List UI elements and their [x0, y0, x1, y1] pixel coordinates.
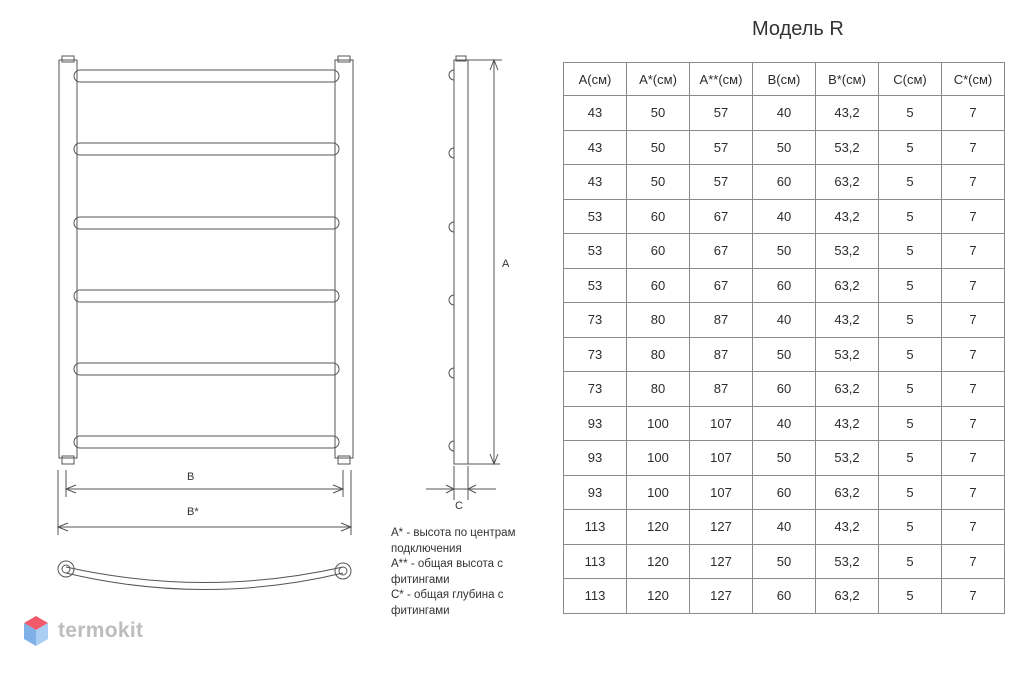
column-header: А**(см) [690, 63, 753, 96]
table-cell: 7 [942, 544, 1005, 579]
top-view-fitting [58, 561, 74, 577]
table-cell: 40 [753, 303, 816, 338]
table-cell: 113 [564, 579, 627, 614]
table-cell: 113 [564, 510, 627, 545]
table-cell: 5 [879, 544, 942, 579]
column-header: В*(см) [816, 63, 879, 96]
table-cell: 80 [627, 372, 690, 407]
table-row [564, 544, 1005, 579]
table-row [564, 130, 1005, 165]
table-cell: 120 [627, 544, 690, 579]
dimensions-table [563, 62, 1005, 614]
table-cell: 120 [627, 510, 690, 545]
table-cell: 60 [627, 199, 690, 234]
table-cell: 53 [564, 268, 627, 303]
table-cell: 127 [690, 544, 753, 579]
cube-logo-icon [22, 614, 50, 648]
right-post-fitting [338, 456, 350, 464]
right-post [335, 60, 353, 458]
table-cell: 50 [627, 130, 690, 165]
table-cell: 60 [753, 268, 816, 303]
column-header: А(см) [564, 63, 627, 96]
table-cell: 7 [942, 337, 1005, 372]
column-header: С*(см) [942, 63, 1005, 96]
table-cell: 7 [942, 579, 1005, 614]
table-cell: 57 [690, 96, 753, 131]
top-view-bow [66, 573, 343, 590]
table-cell: 5 [879, 130, 942, 165]
table-row [564, 303, 1005, 338]
side-rung-end [449, 441, 454, 451]
table-cell: 53 [564, 234, 627, 269]
table-cell: 50 [753, 441, 816, 476]
table-cell: 107 [690, 441, 753, 476]
table-row [564, 441, 1005, 476]
table-cell: 43 [564, 165, 627, 200]
table-row [564, 475, 1005, 510]
table-cell: 60 [753, 372, 816, 407]
table-cell: 53,2 [816, 130, 879, 165]
table-row [564, 372, 1005, 407]
legend-line: А* - высота по центрам [391, 527, 516, 539]
rung [74, 290, 339, 302]
column-header: В(см) [753, 63, 816, 96]
table-header-row [564, 63, 1005, 96]
table-cell: 5 [879, 165, 942, 200]
rung [74, 217, 339, 229]
table-cell: 40 [753, 510, 816, 545]
table-cell: 50 [753, 234, 816, 269]
table-cell: 87 [690, 303, 753, 338]
label-a: A [502, 258, 510, 270]
table-cell: 53 [564, 199, 627, 234]
table-cell: 73 [564, 372, 627, 407]
table-row [564, 268, 1005, 303]
side-rung-end [449, 222, 454, 232]
table-cell: 60 [627, 234, 690, 269]
table-row [564, 510, 1005, 545]
table-cell: 43,2 [816, 406, 879, 441]
table-cell: 87 [690, 337, 753, 372]
table-row [564, 234, 1005, 269]
table-cell: 7 [942, 372, 1005, 407]
legend-line: подключения [391, 542, 462, 555]
table-cell: 7 [942, 96, 1005, 131]
table-cell: 60 [753, 165, 816, 200]
table-cell: 5 [879, 406, 942, 441]
table-cell: 43,2 [816, 510, 879, 545]
table-cell: 63,2 [816, 165, 879, 200]
table-cell: 53,2 [816, 544, 879, 579]
table-cell: 43,2 [816, 96, 879, 131]
table-cell: 67 [690, 268, 753, 303]
page-title: Модель R [752, 18, 844, 40]
table-cell: 5 [879, 441, 942, 476]
label-b-star: B* [187, 506, 199, 518]
table-row [564, 165, 1005, 200]
table-cell: 120 [627, 579, 690, 614]
top-view-fitting [339, 567, 347, 575]
table-cell: 50 [753, 337, 816, 372]
legend-line: С* - общая глубина с [391, 589, 504, 601]
table-cell: 5 [879, 303, 942, 338]
table-cell: 43,2 [816, 303, 879, 338]
table-row [564, 199, 1005, 234]
table-cell: 53,2 [816, 441, 879, 476]
table-cell: 50 [627, 96, 690, 131]
table-cell: 63,2 [816, 475, 879, 510]
table-cell: 5 [879, 199, 942, 234]
table-cell: 43 [564, 96, 627, 131]
table-cell: 60 [627, 268, 690, 303]
left-post-cap [62, 56, 74, 62]
table-cell: 40 [753, 199, 816, 234]
table-cell: 53,2 [816, 234, 879, 269]
table-cell: 7 [942, 268, 1005, 303]
table-cell: 63,2 [816, 372, 879, 407]
top-view-fitting [62, 565, 70, 573]
table-cell: 7 [942, 130, 1005, 165]
table-cell: 50 [753, 130, 816, 165]
table-row [564, 406, 1005, 441]
table-cell: 127 [690, 510, 753, 545]
left-post-fitting [62, 456, 74, 464]
table-cell: 57 [690, 130, 753, 165]
table-cell: 53,2 [816, 337, 879, 372]
table-cell: 43 [564, 130, 627, 165]
table-row [564, 579, 1005, 614]
side-rung-end [449, 70, 454, 80]
label-c: C [455, 500, 463, 512]
table-cell: 63,2 [816, 579, 879, 614]
legend-line: фитингами [391, 604, 450, 617]
table-row [564, 337, 1005, 372]
legend-line: А** - общая высота с [391, 558, 503, 570]
top-view-bow [66, 567, 343, 583]
table-cell: 5 [879, 268, 942, 303]
table-cell: 113 [564, 544, 627, 579]
left-post [59, 60, 77, 458]
table-cell: 43,2 [816, 199, 879, 234]
column-header: С(см) [879, 63, 942, 96]
side-rung-end [449, 295, 454, 305]
table-cell: 100 [627, 406, 690, 441]
legend [391, 526, 515, 619]
table-cell: 60 [753, 475, 816, 510]
table-cell: 7 [942, 441, 1005, 476]
table-cell: 87 [690, 372, 753, 407]
table-cell: 7 [942, 475, 1005, 510]
table-cell: 5 [879, 234, 942, 269]
label-b: B [187, 471, 195, 483]
table-cell: 57 [690, 165, 753, 200]
column-header: А*(см) [627, 63, 690, 96]
table-cell: 93 [564, 475, 627, 510]
table-cell: 67 [690, 234, 753, 269]
table-cell: 7 [942, 199, 1005, 234]
table-cell: 80 [627, 303, 690, 338]
table-cell: 5 [879, 372, 942, 407]
table-cell: 60 [753, 579, 816, 614]
table-cell: 73 [564, 337, 627, 372]
side-rung-end [449, 368, 454, 378]
table-cell: 50 [627, 165, 690, 200]
right-post-cap [338, 56, 350, 62]
table-cell: 5 [879, 475, 942, 510]
table-cell: 100 [627, 441, 690, 476]
table-row [564, 96, 1005, 131]
rung [74, 143, 339, 155]
table-cell: 93 [564, 441, 627, 476]
table-cell: 107 [690, 475, 753, 510]
side-rung-end [449, 148, 454, 158]
table-cell: 5 [879, 96, 942, 131]
table-cell: 73 [564, 303, 627, 338]
table-cell: 7 [942, 234, 1005, 269]
table-cell: 67 [690, 199, 753, 234]
table-cell: 80 [627, 337, 690, 372]
table-cell: 5 [879, 579, 942, 614]
rung [74, 70, 339, 82]
table-cell: 107 [690, 406, 753, 441]
table-cell: 127 [690, 579, 753, 614]
side-post [454, 60, 468, 464]
table-cell: 40 [753, 406, 816, 441]
table-cell: 7 [942, 406, 1005, 441]
legend-line: фитингами [391, 573, 450, 586]
table-cell: 5 [879, 337, 942, 372]
rung [74, 436, 339, 448]
brand-watermark [22, 614, 143, 648]
table-cell: 40 [753, 96, 816, 131]
table-cell: 7 [942, 303, 1005, 338]
table-cell: 7 [942, 510, 1005, 545]
top-view-fitting [335, 563, 351, 579]
table-cell: 93 [564, 406, 627, 441]
table-cell: 5 [879, 510, 942, 545]
table-cell: 7 [942, 165, 1005, 200]
brand-name: termokit [58, 619, 144, 642]
table-cell: 50 [753, 544, 816, 579]
table-cell: 63,2 [816, 268, 879, 303]
table-cell: 100 [627, 475, 690, 510]
rung [74, 363, 339, 375]
